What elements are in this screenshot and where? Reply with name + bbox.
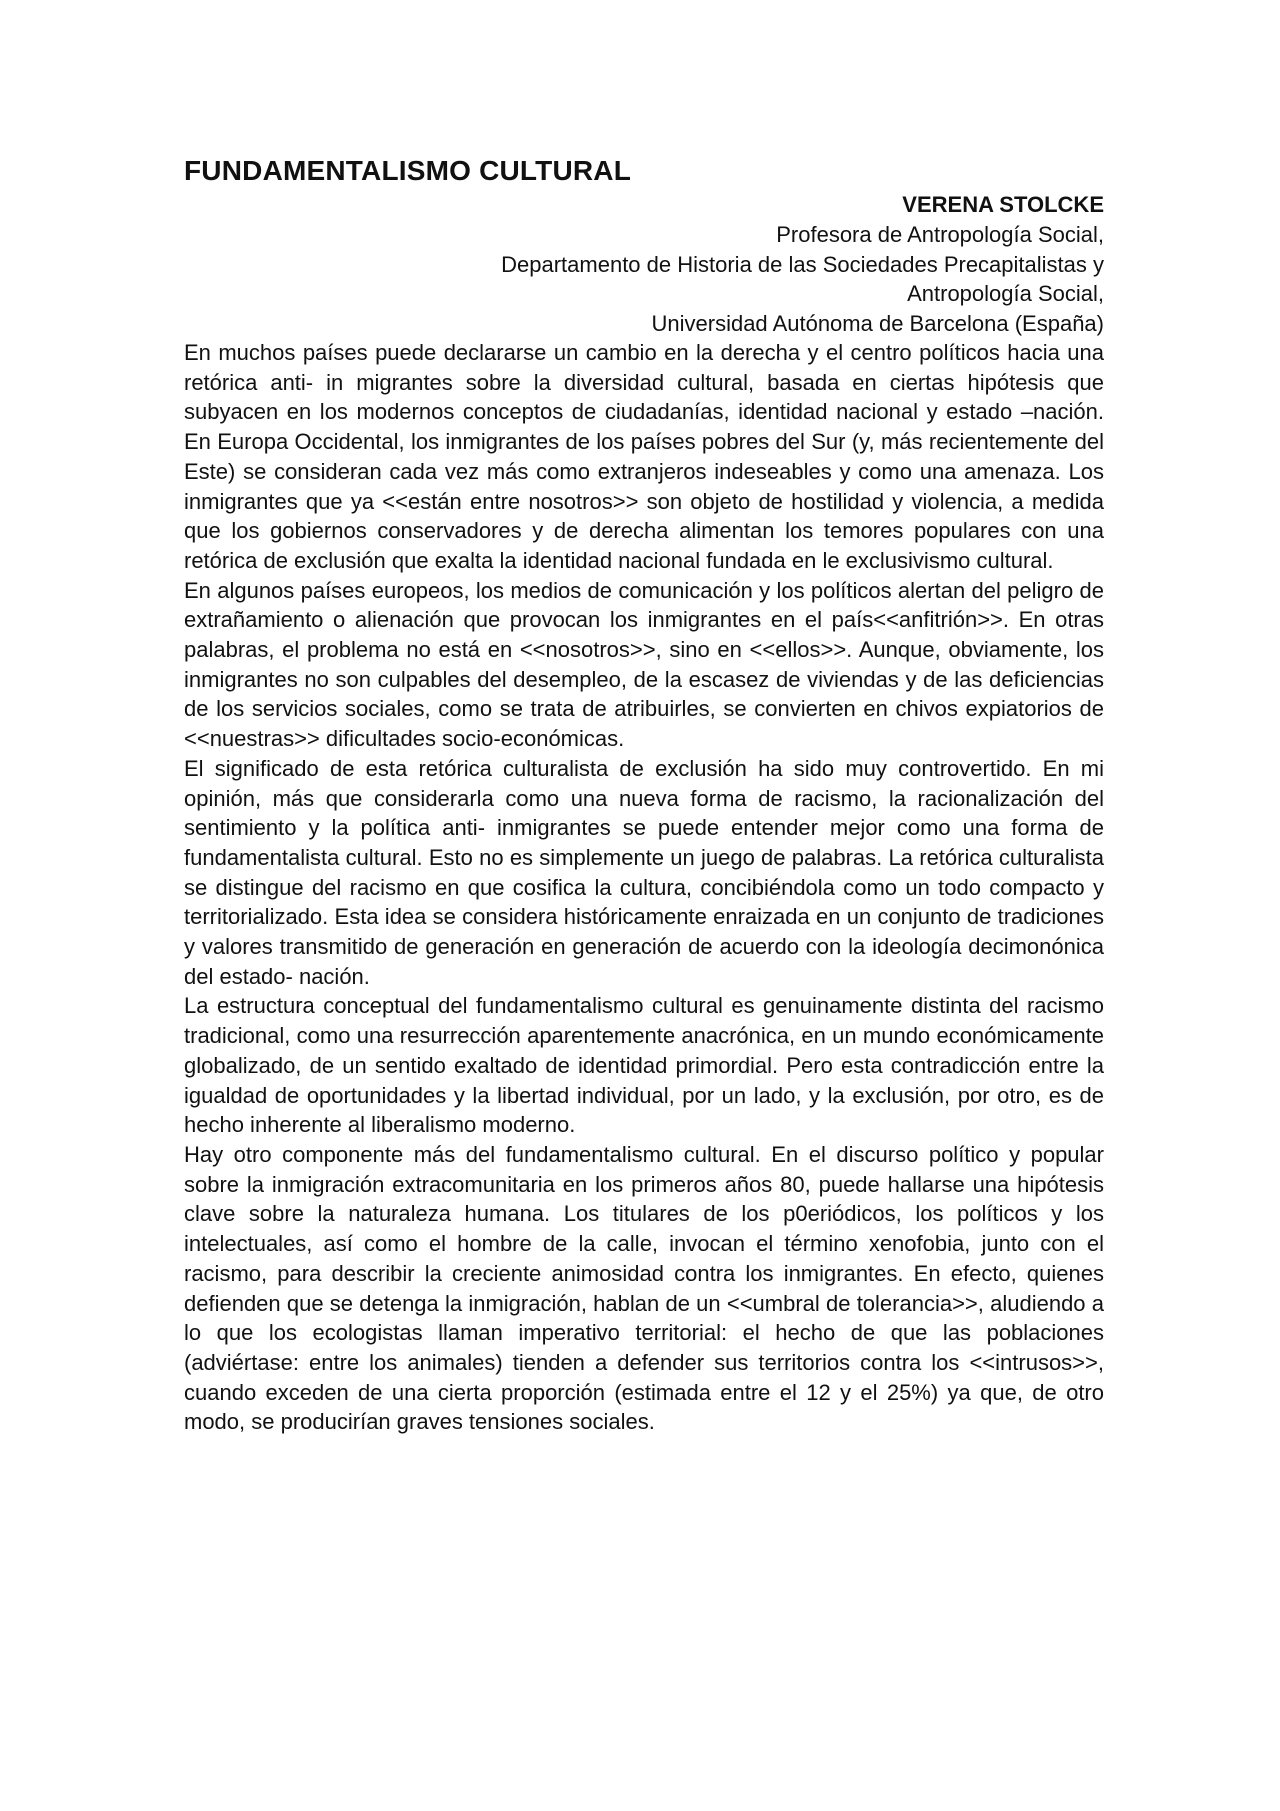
body-paragraph: La estructura conceptual del fundamentalismo cultural es genuinamente distinta del racismo tradicional, como una resurrección aparentemente anacrónica, en un mundo económicamente globalizado, de un sentido exaltado de identidad primordial. Pero esta contradicción entre la igualdad de oportunidades y la libertad individual, por un lado, y la exclusión, por otro, es de hecho inherente al liberalismo moderno. <box>184 993 1104 1138</box>
document-page <box>184 152 1104 1437</box>
body-paragraph: El significado de esta retórica culturalista de exclusión ha sido muy controvertido. En mi opinión, más que considerarla como una nueva forma de racismo, la racionalización del sentimiento y la política anti- inmigrantes se puede entender mejor como una forma de fundamentalista cultural. Esto no es simplemente un juego de palabras. La retórica culturalista se distingue del racismo en que cosifica la cultura, concibiéndola como un todo compacto y territorializado. Esta idea se considera históricamente enraizada en un conjunto de tradiciones y valores transmitido de generación en generación de acuerdo con la ideología decimonónica del estado- nación. <box>184 755 1104 989</box>
affiliation-line: Departamento de Historia de las Sociedades Precapitalistas y <box>501 251 1104 277</box>
affiliation-line: Universidad Autónoma de Barcelona (España) <box>651 310 1104 336</box>
author-name: VERENA STOLCKE <box>902 192 1104 217</box>
author-block <box>184 190 1104 338</box>
body-paragraph: En algunos países europeos, los medios de comunicación y los políticos alertan del peligro de extrañamiento o alienación que provocan los inmigrantes en el país<<anfitrión>>. En otras palabras, el problema no está en <<nosotros>>, sino en <<ellos>>. Aunque, obviamente, los inmigrantes no son culpables del desempleo, de la escasez de viviendas y de las deficiencias de los servicios sociales, como se trata de atribuirles, se convierten en chivos expiatorios de <<nuestras>> dificultades socio-económicas. <box>184 577 1104 752</box>
body-paragraph: En muchos países puede declararse un cambio en la derecha y el centro políticos hacia una retórica anti- in migrantes sobre la diversidad cultural, basada en ciertas hipótesis que subyacen en los modernos conceptos de ciudadanías, identidad nacional y estado –nación. En Europa Occidental, los inmigrantes de los países pobres del Sur (y, más recientemente del Este) se consideran cada vez más como extranjeros indeseables y como una amenaza. Los inmigrantes que ya <<están entre nosotros>> son objeto de hostilidad y violencia, a medida que los gobiernos conservadores y de derecha alimentan los temores populares con una retórica de exclusión que exalta la identidad nacional fundada en le exclusivismo cultural. <box>184 340 1104 573</box>
affiliation-line: Profesora de Antropología Social, <box>776 222 1104 247</box>
document-title: FUNDAMENTALISMO CULTURAL <box>184 155 632 186</box>
body-paragraph: Hay otro componente más del fundamentalismo cultural. En el discurso político y popular sobre la inmigración extracomunitaria en los primeros años 80, puede hallarse una hipótesis clave sobre la naturaleza humana. Los titulares de los p0eriódicos, los políticos y los intelectuales, así como el hombre de la calle, invocan el término xenofobia, junto con el racismo, para describir la creciente animosidad contra los inmigrantes. En efecto, quienes defienden que se detenga la inmigración, hablan de un <<umbral de tolerancia>>, aludiendo a lo que los ecologistas llaman imperativo territorial: el hecho de que las poblaciones (adviértase: entre los animales) tienden a defender sus territorios contra los <<intrusos>>, cuando exceden de una cierta proporción (estimada entre el 12 y el 25%) ya que, de otro modo, se producirían graves tensiones sociales. <box>184 1141 1104 1435</box>
affiliation-line: Antropología Social, <box>907 281 1104 306</box>
